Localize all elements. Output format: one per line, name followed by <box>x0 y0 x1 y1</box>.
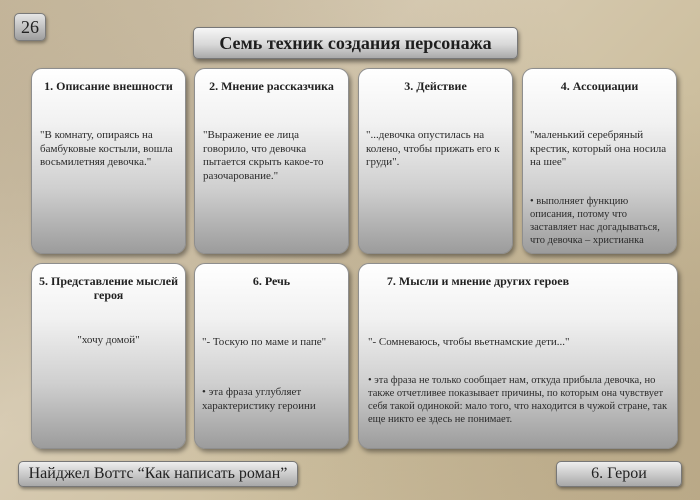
card-note: • выполняет функцию описания, потому что заставляет нас догадываться, что девочка – христианка <box>530 196 660 246</box>
card-quote: "В комнату, опираясь на бамбуковые костыли, вошла восьмилетняя девочка." <box>40 129 173 168</box>
card-quote: "- Тоскую по маме и папе" <box>202 336 327 348</box>
card-appearance <box>31 68 186 254</box>
card-associations <box>522 68 677 254</box>
slide-number: 26 <box>14 13 46 41</box>
card-speech <box>194 263 349 449</box>
card-quote: "хочу домой" <box>77 334 140 346</box>
card-title: 7. Мысли и мнение других героев <box>386 274 570 288</box>
card-title: 6. Речь <box>252 274 291 288</box>
card-note: • эта фраза не только сообщает нам, откуда прибыла девочка, но также отчетливее показывает причины, по которым она чувствует себя такой одинокой: мало того, что находится в чужой стране, так еще никто ее здесь не понимает. <box>368 375 668 425</box>
card-narrator-opinion <box>194 68 349 254</box>
source-label: Найджел Воттс “Как написать роман” <box>18 461 298 487</box>
card-action <box>358 68 513 254</box>
card-title: 1. Описание внешности <box>44 79 173 93</box>
card-title: 4. Ассоциации <box>560 79 639 93</box>
card-quote: "маленький серебряный крестик, который она носила на шее" <box>530 129 667 168</box>
card-thoughts <box>31 263 186 449</box>
card-note: • эта фраза углубляет характеристику героини <box>202 386 316 412</box>
card-quote: "Выражение ее лица говорило, что девочка пытается скрыть какое-то разочарование." <box>203 129 324 182</box>
section-button[interactable]: 6. Герои <box>556 461 682 487</box>
slide-title: Семь техник создания персонажа <box>193 27 518 59</box>
card-quote: "- Сомневаюсь, чтобы вьетнамские дети..." <box>368 336 570 348</box>
card-title: 3. Действие <box>404 79 467 93</box>
card-title: 5. Представление мыслей героя <box>39 274 178 302</box>
card-quote: "...девочка опустилась на колено, чтобы прижать его к груди". <box>366 129 500 168</box>
card-title: 2. Мнение рассказчика <box>209 79 334 93</box>
card-others-opinion <box>358 263 678 449</box>
